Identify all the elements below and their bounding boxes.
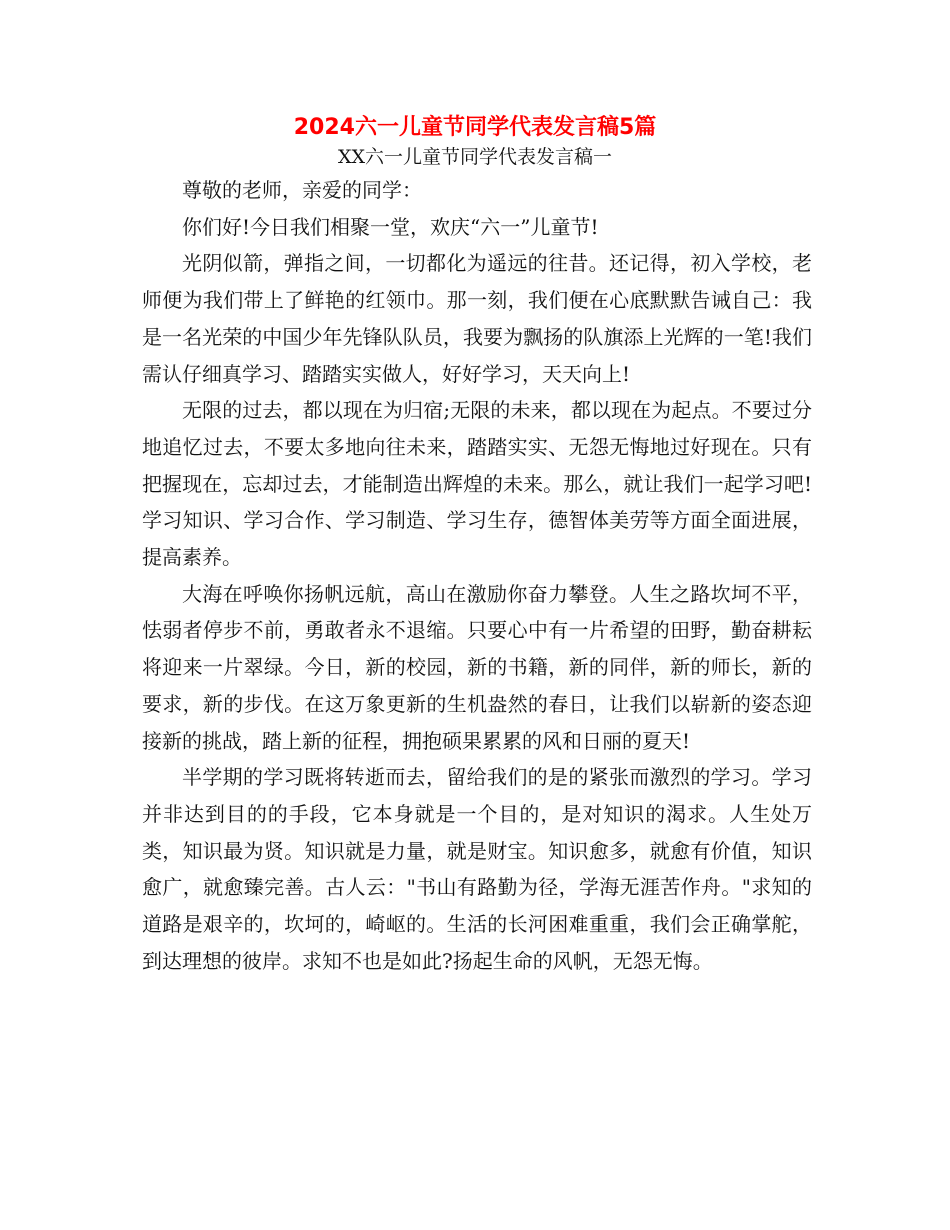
paragraph: 无限的过去，都以现在为归宿;无限的未来，都以现在为起点。不要过分地追忆过去，不要太多地向往未来，踏踏实实、无怨无悔地过好现在。只有把握现在，忘却过去，才能制造出辉煌的未来。那么，就让我们一起学习吧!学习知识、学习合作、学习制造、学习生存，德智体美劳等方面全面进展，提高素养。	[142, 398, 812, 570]
paragraph-salutation: 尊敬的老师，亲爱的同学：	[182, 178, 422, 202]
paragraph: 大海在呼唤你扬帆远航，高山在激励你奋力攀登。人生之路坎坷不平，怯弱者停步不前，勇敢者永不退缩。只要心中有一片希望的田野，勤奋耕耘将迎来一片翠绿。今日，新的校园，新的书籍，新的同伴，新的师长，新的要求，新的步伐。在这万象更新的生机盎然的春日，让我们以崭新的姿态迎接新的挑战，踏上新的征程，拥抱硕果累累的风和日丽的夏天!	[142, 581, 812, 753]
paragraph: 光阴似箭，弹指之间，一切都化为遥远的往昔。还记得，初入学校，老师便为我们带上了鲜艳的红领巾。那一刻，我们便在心底默默告诫自己：我是一名光荣的中国少年先锋队队员，我要为飘扬的队旗添上光辉的一笔!我们需认仔细真学习、踏踏实实做人，好好学习，天天向上!	[142, 251, 812, 386]
paragraph: 半学期的学习既将转逝而去，留给我们的是的紧张而激烈的学习。学习并非达到目的的手段，它本身就是一个目的，是对知识的渴求。人生处万类，知识最为贤。知识就是力量，就是财宝。知识愈多，就愈有价值，知识愈广，就愈臻完善。古人云："书山有路勤为径，学海无涯苦作舟。"求知的道路是艰辛的，坎坷的，崎岖的。生活的长河困难重重，我们会正确掌舵，到达理想的彼岸。求知不也是如此?扬起生命的风帆，无怨无悔。	[142, 765, 812, 973]
document-title: 2024六一儿童节同学代表发言稿5篇	[293, 115, 657, 140]
paragraph-greeting: 你们好!今日我们相聚一堂，欢庆“六一”儿童节!	[182, 214, 599, 239]
document-subtitle: XX六一儿童节同学代表发言稿一	[337, 146, 613, 168]
document-body	[142, 172, 812, 979]
